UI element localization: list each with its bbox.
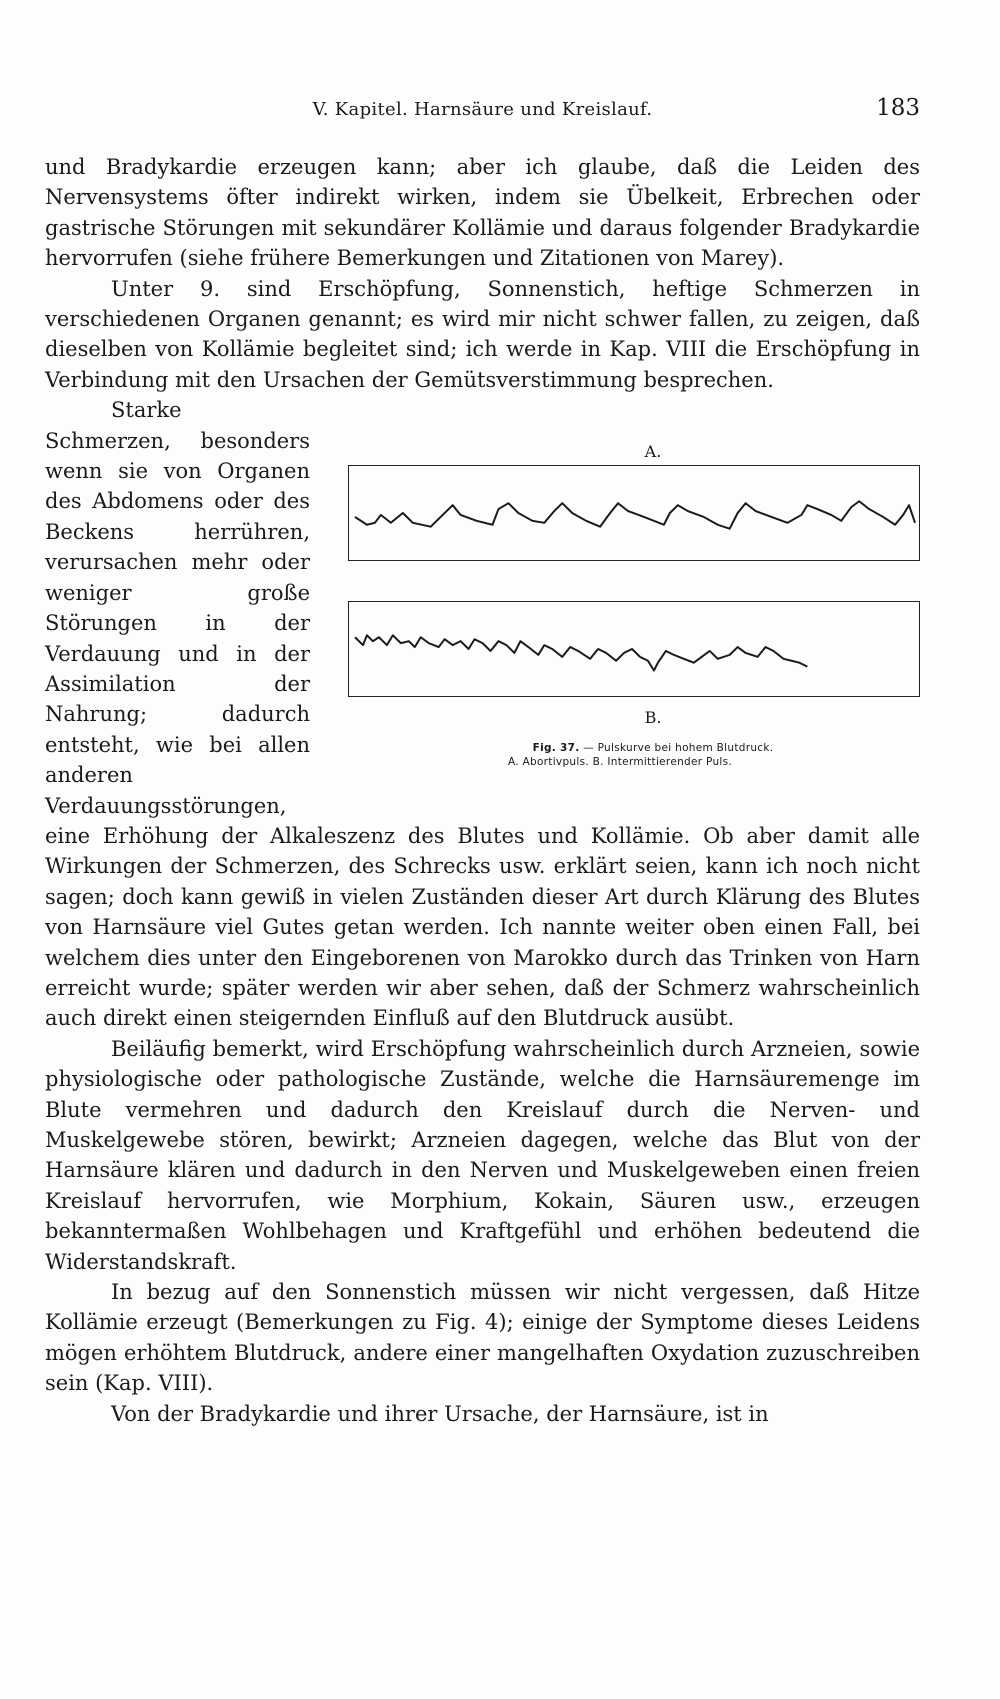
running-title: V. Kapitel. Harnsäure und Kreislauf. <box>312 99 653 120</box>
figure-title: — Pulskurve bei hohem Blutdruck. <box>583 742 774 755</box>
pulse-curve-a <box>349 466 919 560</box>
paragraph <box>45 395 920 1034</box>
pulse-curve-b <box>349 602 919 696</box>
figure-legend: A. Abortivpuls. B. Intermittierender Puls. <box>507 756 733 769</box>
paragraph: In bezug auf den Sonnenstich müssen wir nicht vergessen, daß Hitze Kollämie erzeugt (Bemerkungen zu Fig. 4); einige der Symptome dieses Leidens mögen erhöhtem Blutdruck, andere einer mangelhaften Oxydation zuzuschreiben sein (Kap. VIII). <box>45 1280 920 1396</box>
paragraph: Beiläufig bemerkt, wird Erschöpfung wahrscheinlich durch Arzneien, sowie physiologische oder pathologische Zustände, welche die Harnsäuremenge im Blute vermehren und dadurch den Kreislauf durch die Nerven- und Muskelgewebe stören, bewirkt; Arzneien dagegen, welche das Blut von der Harnsäure klären und dadurch in den Nerven und Muskelgeweben einen freien Kreislauf hervorrufen, wie Morphium, Kokain, Säuren usw., erzeugen bekanntermaßen Wohlbehagen und Kraftgefühl und erhöhen bedeutend die Widerstandskraft. <box>45 1036 920 1274</box>
paragraph: Unter 9. sind Erschöpfung, Sonnenstich, heftige Schmerzen in verschiedenen Organen genannt; es wird mir nicht schwer fallen, zu zeigen, daß dieselben von Kollämie begleitet sind; ich werde in Kap. VIII die Erschöpfung in Verbindung mit den Ursachen der Gemütsverstimmung besprechen. <box>45 276 920 392</box>
body-text <box>45 152 920 1429</box>
paragraph: Von der Bradykardie und ihrer Ursache, der Harnsäure, ist in <box>111 1401 769 1426</box>
figure-37 <box>320 397 920 793</box>
figure-number: Fig. 37. <box>532 742 580 755</box>
paragraph: und Bradykardie erzeugen kann; aber ich glaube, daß die Leiden des Nervensystems öfter indirekt wirken, indem sie Übelkeit, Erbrechen oder gastrische Störungen mit sekundärer Kollämie und daraus folgender Bradykardie hervorrufen (siehe frühere Bemerkungen und Zitationen von Marey). <box>45 155 920 271</box>
page-number: 183 <box>876 95 920 121</box>
figure-label-b: B. <box>644 708 662 728</box>
pulse-curve-a-frame <box>348 465 920 561</box>
figure-caption <box>320 741 920 769</box>
figure-label-a: A. <box>644 442 662 462</box>
pulse-curve-b-frame <box>348 601 920 697</box>
page-header <box>45 95 920 129</box>
paragraph-text: Starke Schmerzen, besonders wenn sie von Organen des Abdomens oder des Beckens herrühren, verursachen mehr oder weniger große Störungen in der Verdauung und in der Assimilation der Nahrung; dadurch entsteht, wie bei allen anderen Verdauungsstörungen, eine Erhöhung der Alkaleszenz des Blutes und Kollämie. Ob aber damit alle Wirkungen der Schmerzen, des Schrecks usw. erklärt seien, kann ich noch nicht sagen; doch kann gewiß in vielen Zuständen dieser Art durch Klärung des Blutes von Harnsäure viel Gutes getan werden. Ich nannte weiter oben einen Fall, bei welchem dies unter den Eingeborenen von Marokko durch das Trinken von Harn erreicht wurde; später werden wir aber sehen, daß der Schmerz wahrscheinlich auch direkt einen steigernden Einfluß auf den Blutdruck ausübt. <box>45 398 920 1031</box>
